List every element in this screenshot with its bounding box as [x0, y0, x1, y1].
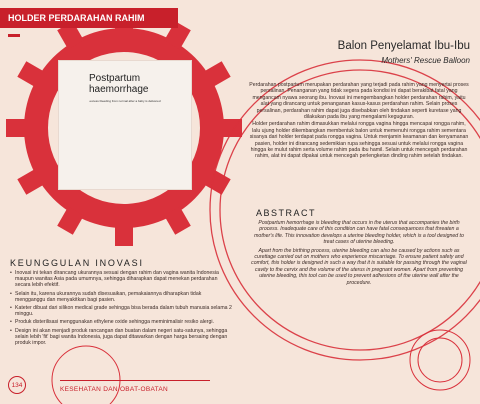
- keunggulan-heading: KEUNGGULAN INOVASI: [10, 258, 144, 268]
- footer-divider: [60, 380, 210, 381]
- illustration-title-line1: Postpartum: [89, 73, 141, 84]
- article-subtitle: Mothers' Rescue Balloon: [381, 56, 470, 65]
- abstract-paragraph: Postpartum hemorrhage is bleeding that occurs in the uterus that accompanies the birth process. Inadequate care of this condition can have fatal consequences that threaten a mother's life. This innovation develops a uterine bleeding holder, which is a tool designed to treat cases of uterine bleeding.: [254, 220, 464, 246]
- list-item: • Produk disterilisasi menggunakan ethylene oxide sehingga meminimalisir resiko alergi.: [10, 319, 232, 325]
- article-paragraph: Perdarahan postpartum merupakan perdarahan yang terjadi pada rahim yang menyertai proses persalinan. Penanganan yang tidak segera pada kondisi ini dapat berakibat fatal yang mengancam nyawa seorang ibu. Inovasi ini mengembangkan holder perdarahan rahim, yaitu alat yang dirancang untuk penanganan kasus-kasus perdarahan rahim. Selain proses persalinan, perdarahan rahim dapat juga disebabkan oleh tindakan seperti kuretase yang dilakukan pada ibu yang mengalami keguguran.: [249, 82, 469, 121]
- article-paragraph: Holder perdarahan rahim dimasukkan melalui rongga vagina hingga mencapai rongga rahim, lalu ujung holder dikembangkan membentuk balon untuk memenuhi rongga rahim sementara sisanya dari holder terdapat pada rongga vagina. Untuk menjamin keamanan dan kenyamanan pasien, holder ini dirancang sedemikian rupa sehingga sesuai untuk melalui rongga vagina hingga ke mulut rahim serta volume rahim pada ibu hamil. Selain untuk mencegah perdarahan rahim, alat ini dapat dipakai untuk mencegah perlengketan dinding rahim setelah tindakan.: [249, 121, 469, 160]
- page-number: 134: [8, 376, 26, 394]
- gear-icon: [52, 346, 120, 404]
- keunggulan-list: [10, 270, 232, 348]
- article-body: [248, 82, 470, 161]
- illustration-title: [89, 73, 148, 95]
- list-item: • Selain itu, karena ukurannya sudah disesuaikan, pemakaiannya diharapkan tidak mengganggu dan menyakitkan bagi pasien.: [10, 291, 232, 303]
- illustration-title-line2: haemorrhage: [89, 84, 149, 95]
- abstract-body: [250, 220, 468, 288]
- list-item: • Kateter dibuat dari silikon medical grade sehingga bisa berada dalam tubuh manusia selama 2 minggu.: [10, 305, 232, 317]
- divider: [8, 34, 20, 37]
- abstract-paragraph: Apart from the birthing process, uterine bleeding can also be caused by actions such as curettage carried out on mothers who experience miscarriage. To ensure patient safety and comfort, this holder is designed in such a way that it is suitable for passing through the vaginal cavity to the cervix and the volume of the uterus in pregnant women. Apart from preventing uterine bleeding, this tool can be used to prevent adhesions of the uterine wall after the procedure.: [251, 247, 467, 286]
- list-item: • Design ini akan menjadi produk rancangan dan buatan dalam negeri satu-satunya, sehingga selain lebih 'fit' bagi wanita Indonesia, juga dapat ditawarkan dengan harga bersaing dengan produk impor.: [10, 328, 232, 347]
- abstract-heading: ABSTRACT: [256, 208, 317, 218]
- list-item: • Inovasi ini tekan dirancang ukurannya sesuai dengan rahim dan vagina wanita Indonesia maupun wanitas Asia pada umumnya, sehingga diharapkan dapat menekan perdarahan secara lebih efektif.: [10, 270, 232, 289]
- article-title: Balon Penyelamat Ibu-Ibu: [337, 40, 470, 52]
- gear-icon: [410, 330, 470, 390]
- section-header: HOLDER PERDARAHAN RAHIM: [0, 8, 178, 28]
- illustration-box: [58, 60, 192, 190]
- footer-section: KESEHATAN DAN OBAT-OBATAN: [60, 386, 169, 393]
- illustration-caption: excess bleeding from normal after a baby is delivered: [89, 99, 161, 103]
